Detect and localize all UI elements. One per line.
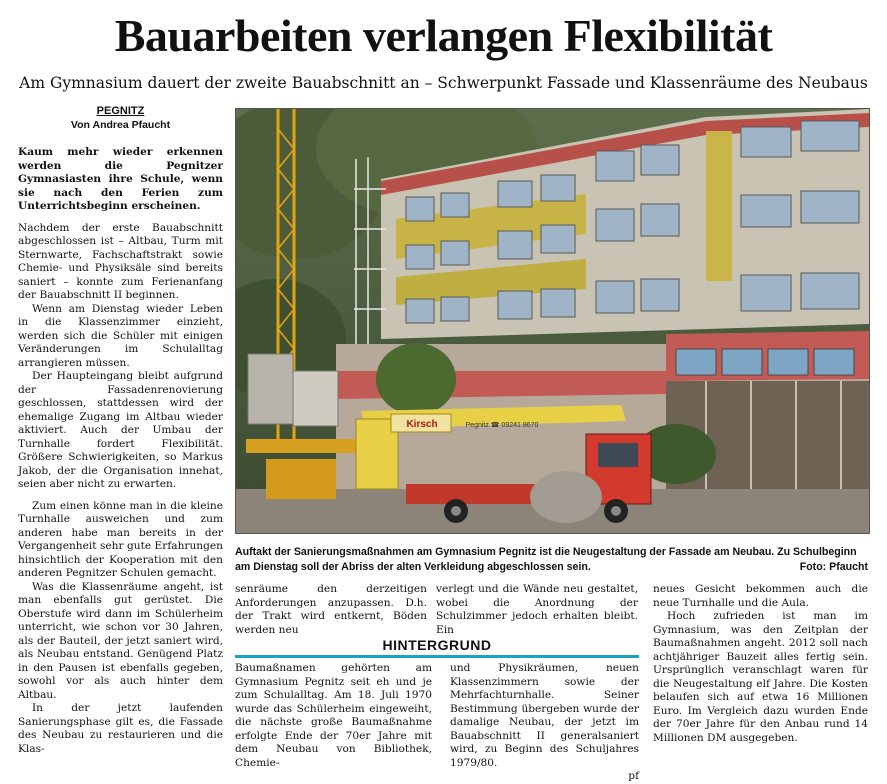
infobox-title: HINTERGRUND xyxy=(382,637,492,653)
body-paragraph: Der Haupteingang bleibt aufgrund der Fassadenrenovierung geschlossen, stattdessen wird der ehemalige Zugang im Altbau wieder aktiviert. Auch der Umbau der Turnhalle fordert Flexibilität. Größere Schwierigkeiten, so Markus Jakob, der die Organisation innehat, seien aber nicht zu erwarten. xyxy=(18,370,223,490)
body-paragraph: Was die Klassenräume angeht, ist man ebenfalls gut gerüstet. Die Oberstufe wird dann im Schülerheim unterricht, wie schon vor 30 Jahren, als der Bauteil, der jetzt saniert wird, als Neubau entstand. Genügend Platz in den Pausen ist ebenfalls gegeben, sowohl vor als auch hinter dem Altbau. xyxy=(18,580,223,701)
headline: Bauarbeiten verlangen Flexibilität xyxy=(114,10,773,61)
infobox-column-1 xyxy=(235,662,432,770)
infobox-column-2 xyxy=(450,662,639,784)
body-paragraph: Wenn am Dienstag wieder Leben in die Klassenzimmer einzieht, werden sich die Schüler mit einigen Veränderungen im Schulalltag arrangieren müssen. xyxy=(18,302,223,369)
caption-text: Auftakt der Sanierungsmaßnahmen am Gymnasium Pegnitz ist die Neugestaltung der Fassade am Neubau. Zu Schulbeginn am Dienstag soll der Abriss der alten Verkleidung abgeschlossen sein. xyxy=(235,546,857,573)
photo-credit: Foto: Pfaucht xyxy=(799,561,868,573)
body-paragraph: Zum einen könne man in die kleine Turnhalle ausweichen und zum anderen habe man bereits in der Vergangenheit sehr gute Erfahrungen hinsichtlich der Kooperation mit den anderen Pegnitzer Schulen gemacht. xyxy=(18,499,223,579)
lead-paragraph: Kaum mehr wieder erkennen werden die Pegnitzer Gymnasiasten ihre Schule, wenn sie nach den Ferien zum Unterrichtsbeginn erscheinen. xyxy=(18,146,223,212)
subheadline: Am Gymnasium dauert der zweite Bauabschnitt an – Schwerpunkt Fassade und Klassenräume des Neubaus xyxy=(19,74,868,92)
crane-sign-phone: Pegnitz ☎ 09241 8670 xyxy=(465,422,539,429)
school-building-photo xyxy=(235,108,870,534)
body-paragraph: verlegt und die Wände neu gestaltet, wobei die Anordnung der Schulzimmer jedoch erhalten bleibt. Ein xyxy=(436,583,638,636)
body-paragraph: Hoch zufrieden ist man im Gymnasium, was den Zeitplan der Baumaßnahmen angeht. 2012 soll nach achtjähriger Bauzeit alles fertig sein. Ursprünglich veranschlagt waren für die Neugestaltung elf Jahre. Die Kosten belaufen sich auf etwa 16 Millionen Euro. Im Vergleich dazu wurden Ende der 70er Jahre für den Anbau rund 14 Millionen DM ausgegeben. xyxy=(653,610,868,744)
byline-author: Von Andrea Pfaucht xyxy=(70,119,171,131)
article-column-1 xyxy=(18,104,223,756)
infobox-paragraph: und Physikräumen, neuen Klassenzimmern sowie der Mehrfachturnhalle. Seiner Bestimmung übergeben wurde der damalige Neubau, der jetzt im Bauabschnitt II generalsaniert wird, zu Beginn des Schuljahres 1979/80. xyxy=(450,662,639,769)
dateline-place: PEGNITZ xyxy=(96,105,145,117)
body-paragraph: In der jetzt laufenden Sanierungsphase gilt es, die Fassade des Neubau zu restaurieren und die Klas- xyxy=(18,702,223,755)
body-paragraph: Nachdem der erste Bauabschnitt abgeschlossen ist – Altbau, Turm mit Sternwarte, Fachschaftstrakt sowie Chemie- und Physiksäle sind bereits saniert – konnte zum Ferienanfang der Bauabschnitt II beginnen. xyxy=(18,221,223,301)
article-column-3 xyxy=(436,583,638,637)
body-paragraph: neues Gesicht bekommen auch die neue Turnhalle und die Aula. xyxy=(653,583,868,609)
body-paragraph: senräume den derzeitigen Anforderungen anzupassen. D.h. der Trakt wird entkernt, Böden werden neu xyxy=(235,583,427,636)
article-column-2 xyxy=(235,583,427,637)
infobox-paragraph: Baumaßnamen gehörten am Gymnasium Pegnitz seit eh und je zum Schulalltag. Am 18. Juli 1970 wurde das Schülerheim eingeweiht, die nächste große Baumaßnahme erfolgte Ende der 70er Jahre mit dem Neubau von Bibliothek, Chemie- xyxy=(235,662,432,769)
crane-sign-name: Kirsch xyxy=(406,419,438,430)
author-initials: pf xyxy=(628,770,639,782)
infobox-divider xyxy=(235,655,639,658)
photo-caption xyxy=(235,545,868,575)
article-column-4 xyxy=(653,583,868,745)
